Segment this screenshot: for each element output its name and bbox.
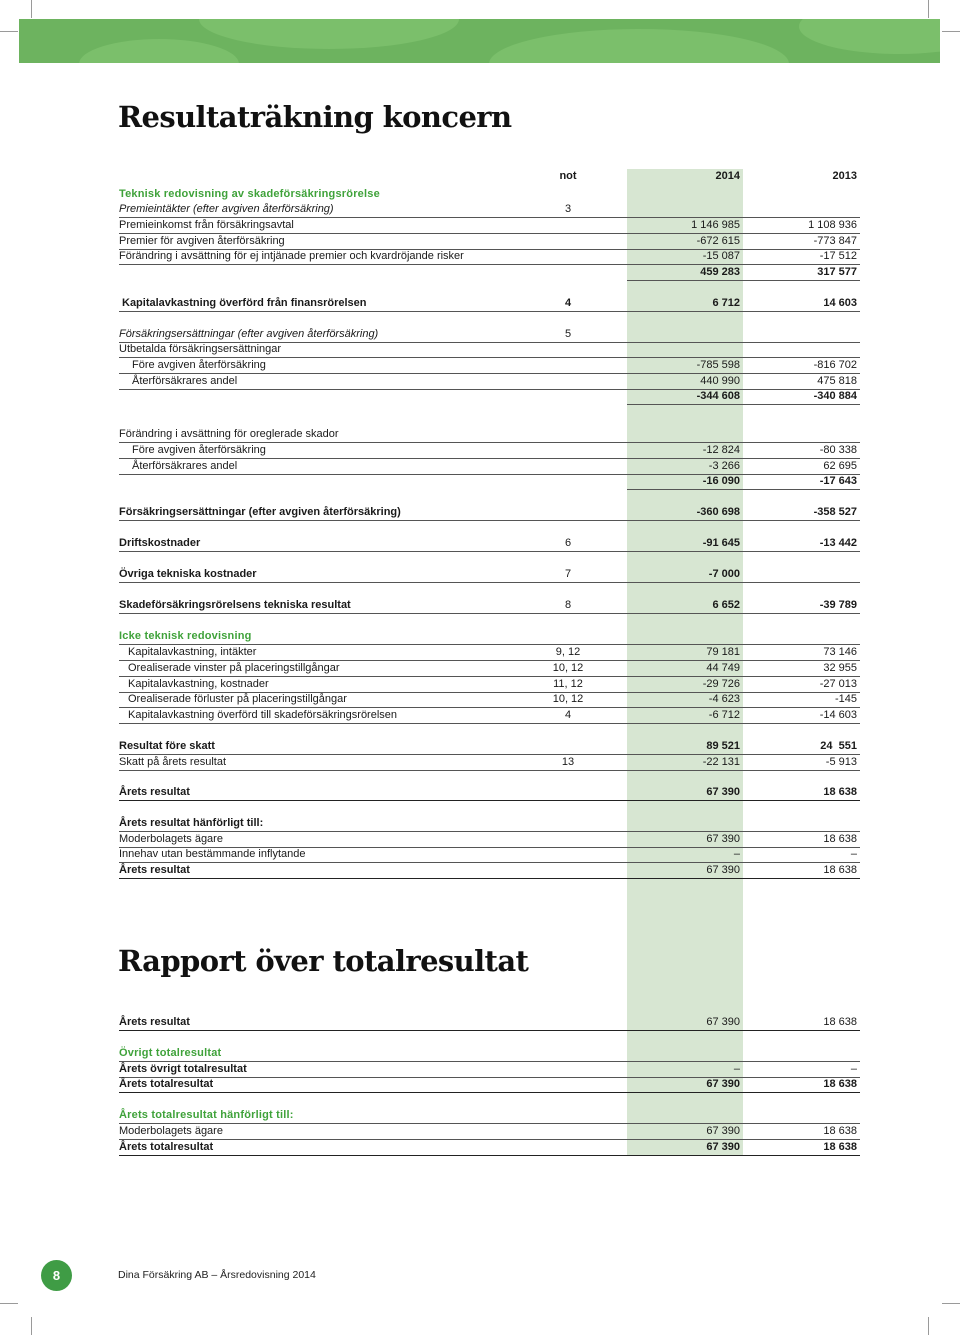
- row-value-2013: -816 702: [813, 359, 857, 371]
- row-note: 8: [564, 599, 572, 611]
- table-row: [119, 1062, 860, 1078]
- row-value-2013: -5 913: [825, 756, 857, 768]
- page-number-badge: 8: [41, 1260, 72, 1291]
- row-value-2013: -773 847: [813, 235, 857, 247]
- row-value-2014: 67 390: [706, 1125, 740, 1137]
- row-label: Moderbolagets ägare: [119, 1125, 223, 1137]
- row-label: Återförsäkrares andel: [132, 375, 238, 387]
- row-label: Försäkringsersättningar (efter avgiven återförsäkring): [119, 328, 379, 340]
- row-note: 7: [564, 568, 572, 580]
- row-label: Före avgiven återförsäkring: [132, 359, 266, 371]
- row-value-2013: 18 638: [823, 786, 857, 798]
- row-value-2013: –: [850, 848, 857, 860]
- row-note: 10, 12: [552, 662, 584, 674]
- row-value-2013: -14 603: [819, 709, 857, 721]
- row-value-2013: -145: [834, 693, 857, 705]
- row-value-2013: 24 551: [820, 740, 857, 752]
- row-label: Årets totalresultat hänförligt till:: [119, 1109, 294, 1121]
- row-label: Kapitalavkastning, intäkter: [128, 646, 257, 658]
- row-label: Försäkringsersättningar (efter avgiven återförsäkring): [119, 506, 401, 518]
- row-value-2013: 18 638: [823, 1016, 857, 1028]
- column-header-note: not: [559, 170, 577, 182]
- row-value-2014: -360 698: [696, 506, 740, 518]
- row-label: Övriga tekniska kostnader: [119, 568, 257, 580]
- row-value-2014: -12 824: [702, 444, 740, 456]
- row-value-2013: 18 638: [823, 1125, 857, 1137]
- row-value-2013: 317 577: [817, 266, 857, 278]
- row-value-2014: 6 712: [712, 297, 740, 309]
- row-value-2013: 1 108 936: [808, 219, 857, 231]
- row-value-2014: -4 623: [708, 693, 740, 705]
- row-label: Icke teknisk redovisning: [119, 630, 252, 642]
- table-row: [119, 1140, 860, 1156]
- row-label: Årets resultat: [119, 864, 190, 876]
- row-label: Premier för avgiven återförsäkring: [119, 235, 285, 247]
- row-value-2013: 475 818: [817, 375, 857, 387]
- table-row: [119, 1015, 860, 1031]
- row-value-2013: 18 638: [823, 1141, 857, 1153]
- row-value-2014: 44 749: [706, 662, 740, 674]
- row-note: 13: [561, 756, 575, 768]
- row-value-2014: -29 726: [702, 678, 740, 690]
- row-value-2013: 18 638: [823, 833, 857, 845]
- row-value-2014: -344 608: [696, 390, 740, 402]
- section-title: Rapport över totalresultat: [118, 944, 529, 978]
- row-value-2014: -7 000: [708, 568, 740, 580]
- row-value-2014: 1 146 985: [691, 219, 740, 231]
- row-value-2014: 67 390: [706, 1141, 740, 1153]
- row-value-2014: -672 615: [696, 235, 740, 247]
- row-label: Utbetalda försäkringsersättningar: [119, 343, 282, 355]
- row-label: Skatt på årets resultat: [119, 756, 226, 768]
- row-label: Orealiserade förluster på placeringstillgångar: [128, 693, 347, 705]
- table-row: [119, 1124, 860, 1140]
- row-label: Kapitalavkastning överförd från finansrörelsen: [122, 297, 367, 309]
- row-label: Årets totalresultat: [119, 1141, 214, 1153]
- row-note: 6: [564, 537, 572, 549]
- row-label: Driftskostnader: [119, 537, 201, 549]
- row-value-2014: -15 087: [702, 250, 740, 262]
- row-label: Årets övrigt totalresultat: [119, 1063, 247, 1075]
- row-value-2014: 459 283: [700, 266, 740, 278]
- row-value-2013: 18 638: [823, 864, 857, 876]
- row-value-2013: 18 638: [823, 1078, 857, 1090]
- table-row: [119, 1077, 860, 1093]
- row-label: Årets resultat: [119, 1016, 190, 1028]
- row-note: 3: [564, 203, 572, 215]
- row-value-2014: -22 131: [702, 756, 740, 768]
- row-value-2014: 67 390: [706, 1016, 740, 1028]
- footer-text: Dina Försäkring AB – Årsredovisning 2014: [118, 1269, 316, 1281]
- row-label: Skadeförsäkringsrörelsens tekniska resultat: [119, 599, 351, 611]
- row-value-2014: –: [733, 848, 740, 860]
- row-label: Förändring i avsättning för oreglerade skador: [119, 428, 339, 440]
- section-heading: [119, 1046, 860, 1062]
- row-value-2014: –: [733, 1063, 740, 1075]
- row-value-2014: 67 390: [706, 833, 740, 845]
- row-value-2013: -13 442: [819, 537, 857, 549]
- row-value-2014: 6 652: [712, 599, 740, 611]
- row-note: 4: [564, 709, 572, 721]
- row-label: Moderbolagets ägare: [119, 833, 223, 845]
- column-header-2014: 2014: [715, 170, 740, 182]
- row-label: Premieinkomst från försäkringsavtal: [119, 219, 294, 231]
- row-label: Resultat före skatt: [119, 740, 215, 752]
- row-value-2013: 14 603: [823, 297, 857, 309]
- row-value-2014: 67 390: [706, 864, 740, 876]
- row-note: 5: [564, 328, 572, 340]
- row-value-2013: -27 013: [819, 678, 857, 690]
- row-note: 4: [564, 297, 572, 309]
- row-value-2014: -16 090: [702, 475, 740, 487]
- row-value-2013: 32 955: [823, 662, 857, 674]
- row-value-2014: 67 390: [706, 1078, 740, 1090]
- row-label: Återförsäkrares andel: [132, 460, 238, 472]
- row-label: Kapitalavkastning överförd till skadeförsäkringsrörelsen: [128, 709, 398, 721]
- row-value-2014: 79 181: [706, 646, 740, 658]
- row-note: 10, 12: [552, 693, 584, 705]
- row-value-2014: -3 266: [708, 460, 740, 472]
- column-header-2013: 2013: [832, 170, 857, 182]
- row-label: Kapitalavkastning, kostnader: [128, 678, 269, 690]
- row-value-2014: -6 712: [708, 709, 740, 721]
- row-value-2013: –: [850, 1063, 857, 1075]
- row-value-2014: -91 645: [702, 537, 740, 549]
- row-label: Årets resultat: [119, 786, 190, 798]
- row-value-2013: 62 695: [823, 460, 857, 472]
- row-note: 11, 12: [553, 678, 583, 690]
- row-value-2014: 440 990: [700, 375, 740, 387]
- row-value-2014: 89 521: [706, 740, 740, 752]
- row-label: Förändring i avsättning för ej intjänade premier och kvardröjande risker: [119, 250, 464, 262]
- row-label: Före avgiven återförsäkring: [132, 444, 266, 456]
- row-label: Övrigt totalresultat: [119, 1047, 222, 1059]
- row-label: Årets totalresultat: [119, 1078, 214, 1090]
- section-heading: [119, 1108, 860, 1124]
- row-label: Årets resultat hänförligt till:: [119, 817, 264, 829]
- row-value-2013: -17 643: [819, 475, 857, 487]
- row-value-2013: -39 789: [819, 599, 857, 611]
- row-label: Orealiserade vinster på placeringstillgångar: [128, 662, 340, 674]
- row-value-2013: 73 146: [823, 646, 857, 658]
- row-label: Premieintäkter (efter avgiven återförsäkring): [119, 203, 334, 215]
- row-value-2013: -80 338: [819, 444, 857, 456]
- row-label: Innehav utan bestämmande inflytande: [119, 848, 306, 860]
- row-label: Teknisk redovisning av skadeförsäkringsrörelse: [119, 188, 380, 200]
- row-value-2013: -340 884: [813, 390, 857, 402]
- page-title: Resultaträkning koncern: [118, 100, 512, 134]
- row-value-2013: -358 527: [813, 506, 857, 518]
- row-value-2013: -17 512: [819, 250, 857, 262]
- row-value-2014: -785 598: [696, 359, 740, 371]
- row-note: 9, 12: [555, 646, 581, 658]
- row-value-2014: 67 390: [706, 786, 740, 798]
